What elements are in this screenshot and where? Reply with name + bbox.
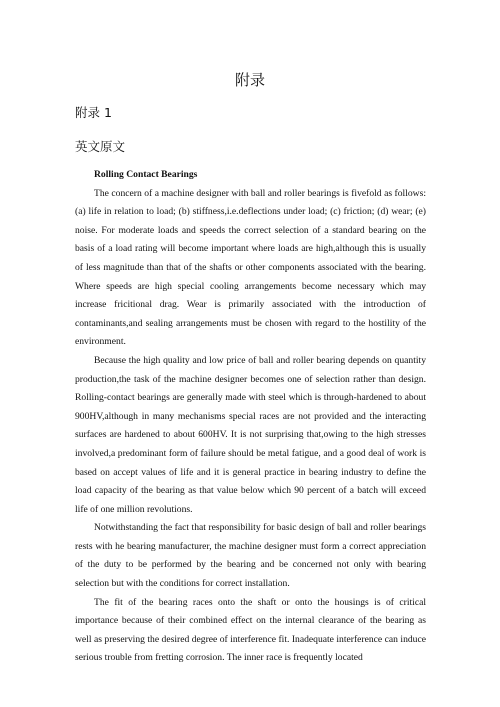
- paragraph-1: The concern of a machine designer with ball and roller bearings is fivefold as follows:(a) life in relation to load; (b) stiffness,i.e.deflections under load; (c) friction; (d) wear; (e) noise. For moderate loads and speeds the correct selection of a standard bearing on the basis of a load rating will become important where loads are high,although this is usually of less magnitude than that of the shafts or other components associated with the bearing. Where speeds are high special cooling arrangements become necessary which may increase fricitional drag. Wear is primarily associated with the introduction of contaminants,and sealing arrangements must be chosen with regard to the hostility of the environment.: [75, 187, 426, 348]
- paragraph-3: Notwithstanding the fact that responsibility for basic design of ball and roller bearings rests with he bearing manufacturer, the machine designer must form a correct appreciation of the duty to be performed by the bearing and be concerned not only with bearing selection but with the conditions for correct installation.: [75, 522, 426, 590]
- paragraph-2: Because the high quality and low price of ball and roller bearing depends on quantity production,the task of the machine designer becomes one of selection rather than design. Rolling-contact bearings are generally made with steel which is through-hardened to about 900HV,although in many mechanisms special races are not provided and the interacting surfaces are hardened to about 600HV. It is not surprising that,owing to the high stresses involved,a predominant form of failure should be metal fatigue, and a good deal of work is based on accept values of life and it is general practice in bearing industry to define the load capacity of the bearing as that value below which 90 percent of a batch will exceed life of one million revolutions.: [75, 354, 426, 515]
- section-heading: 英文原文: [75, 139, 126, 154]
- article-body: [75, 166, 426, 668]
- document-title: 附录: [234, 71, 265, 89]
- paragraph-4: The fit of the bearing races onto the shaft or onto the housings is of critical importance because of their combined effect on the internal clearance of the bearing as well as preserving the desired degree of interference fit. Inadequate interference can induce serious trouble from fretting corrosion. The inner race is frequently located: [75, 596, 426, 664]
- article-title: Rolling Contact Bearings: [94, 169, 198, 180]
- appendix-heading: 附录 1: [75, 105, 112, 120]
